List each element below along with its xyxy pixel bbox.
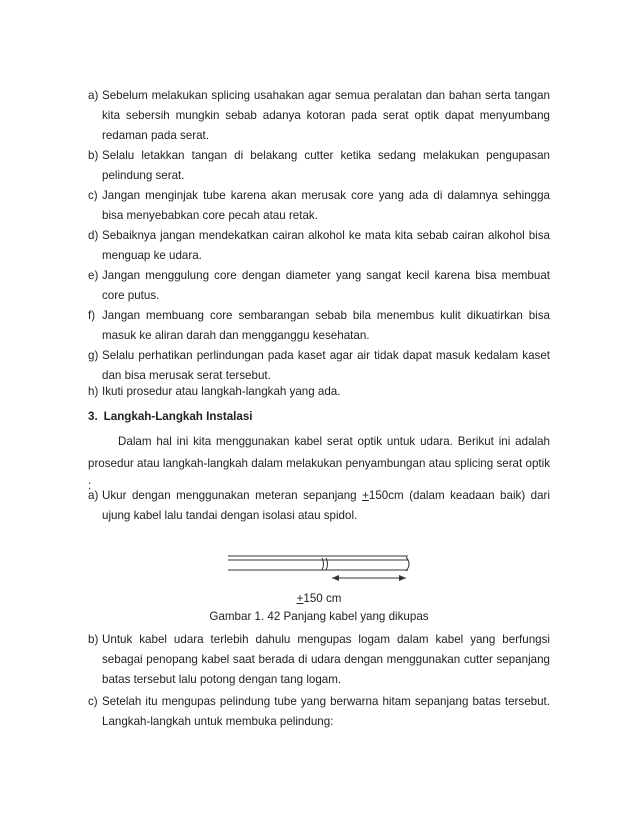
precaution-item-e (88, 266, 550, 306)
list-item-text: Ikuti prosedur atau langkah-langkah yang ada. (102, 385, 341, 398)
list-item-text: Jangan membuang core sembarangan sebab bila menembus kulit dikuatirkan bisa masuk ke aliran darah dan mengganggu kesehatan. (102, 309, 550, 342)
dimension-arrow-right (399, 575, 406, 581)
list-item-text: Sebaiknya jangan mendekatkan cairan alkohol ke mata kita sebab cairan alkohol bisa menguap ke udara. (102, 229, 550, 262)
list-marker: c) (88, 189, 98, 202)
cable-end-cap (406, 557, 409, 571)
list-item-text: Selalu letakkan tangan di belakang cutter ketika sedang melakukan pengupasan pelindung serat. (102, 149, 550, 182)
dimension-arrow-left (332, 575, 339, 581)
list-marker: h) (88, 385, 99, 398)
precaution-item-b (88, 146, 550, 186)
section-intro: Dalam hal ini kita menggunakan kabel serat optik untuk udara. Berikut ini adalah prosedur atau langkah-langkah dalam melakukan penyambungan atau splicing serat optik : (88, 435, 550, 492)
precaution-item-f (88, 306, 550, 346)
list-marker: d) (88, 229, 99, 242)
list-marker: b) (88, 149, 99, 162)
figure-caption: Gambar 1. 42 Panjang kabel yang dikupas (209, 610, 429, 623)
precaution-item-g (88, 346, 550, 386)
step-item-a (88, 486, 550, 526)
precaution-item-a (88, 86, 550, 146)
list-item-text: Untuk kabel udara terlebih dahulu mengupas logam dalam kabel yang berfungsi sebagai penopang kabel saat berada di udara dengan menggunakan cutter sepanjang batas tersebut lalu potong dengan tang logam. (102, 633, 550, 686)
list-marker: g) (88, 349, 99, 362)
dimension-label (0, 591, 638, 607)
precaution-item-d (88, 226, 550, 266)
dimension-value: 150 cm (303, 592, 342, 605)
list-item-text: Sebelum melakukan splicing usahakan agar semua peralatan dan bahan serta tangan kita sebersih mungkin sebab adanya kotoran pada serat optik dapat menyumbang redaman pada serat. (102, 89, 550, 142)
step-item-b (88, 630, 550, 690)
list-marker: b) (88, 633, 99, 646)
list-marker: a) (88, 489, 99, 502)
list-item-text: Selalu perhatikan perlindungan pada kaset agar air tidak dapat masuk kedalam kaset dan bisa merusak serat tersebut. (102, 349, 550, 382)
list-item-text: Jangan menggulung core dengan diameter yang sangat kecil karena bisa membuat core putus. (102, 269, 550, 302)
precaution-item-h (88, 382, 550, 402)
list-marker: a) (88, 89, 99, 102)
list-item-text: Jangan menginjak tube karena akan merusak core yang ada di dalamnya sehingga bisa menyebabkan core pecah atau retak. (102, 189, 550, 222)
plus-minus-sign: + (296, 592, 304, 605)
list-marker: e) (88, 269, 99, 282)
section-title: Langkah-Langkah Instalasi (103, 410, 253, 423)
cable-diagram (228, 550, 418, 590)
precaution-item-c (88, 186, 550, 226)
section-number: 3. (88, 410, 98, 423)
step-item-c (88, 692, 550, 732)
list-item-text: Setelah itu mengupas pelindung tube yang berwarna hitam sepanjang batas tersebut. Langkah-langkah untuk membuka pelindung: (102, 695, 550, 728)
cable-figure (228, 550, 418, 590)
list-marker: f) (88, 309, 96, 322)
list-item-text: Ukur dengan menggunakan meteran sepanjang +150cm (dalam keadaan baik) dari ujung kabel lalu tandai dengan isolasi atau spidol. (102, 489, 550, 522)
section-heading (88, 407, 253, 427)
list-marker: c) (88, 695, 98, 708)
